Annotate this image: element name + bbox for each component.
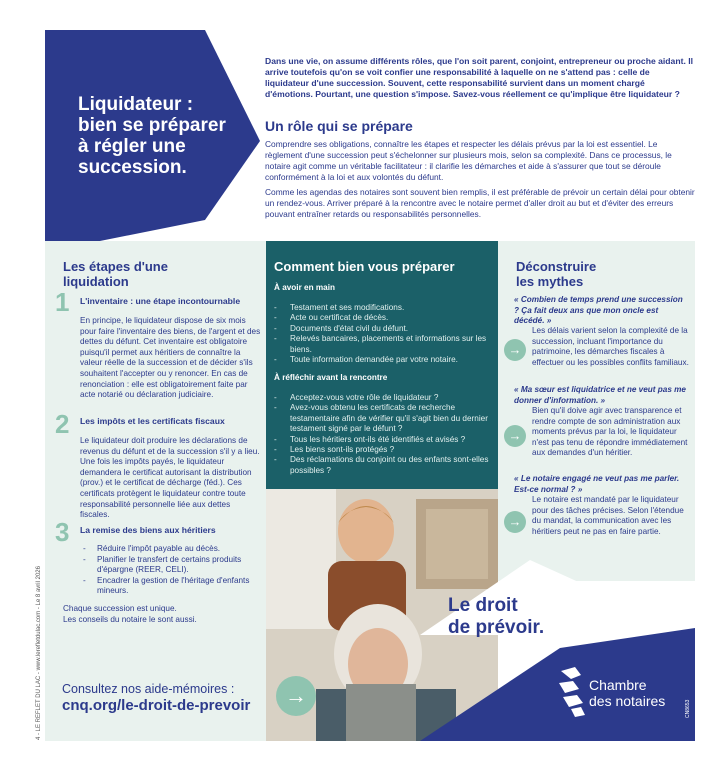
list-item: - Relevés bancaires, placements et informations sur les biens. xyxy=(274,334,494,355)
steps-heading: Les étapes d'une liquidation xyxy=(63,259,168,289)
list-item: - Documents d'état civil du défunt. xyxy=(274,324,494,334)
list-item: - Acte ou certificat de décès. xyxy=(274,313,494,323)
myth-question-1: « Combien de temps prend une succession ? Ça fait deux ans que mon oncle est décédé. » xyxy=(514,295,683,326)
list-item: - Acceptez-vous votre rôle de liquidateur ? xyxy=(274,393,494,403)
list-item: - Les biens sont-ils protégés ? xyxy=(274,445,494,455)
closing-text: Chaque succession est unique. Les conseils du notaire le sont aussi. xyxy=(63,604,197,624)
list-item: - Avez-vous obtenu les certificats de recherche testamentaire afin de vérifier qu'il s'agit bien du dernier testament signé par le défunt ? xyxy=(274,403,494,434)
step-number-3: 3 xyxy=(55,517,70,547)
chambre-notaires-logo-icon xyxy=(557,665,589,717)
list-item: - Planifier le transfert de certains produits d'épargne (REER, CELI). xyxy=(83,555,261,576)
step-text-2: Le liquidateur doit produire les déclarations de revenus du défunt et de la succession s'il y a lieu. Une fois les impôts payés, le liquidateur demandera le certificat autorisant la distribution (prov.) et le certificat de décharge (féd.). Ces certificats protègent le liquidateur contre toute responsabilité personnelle liée aux dettes fiscales. xyxy=(80,436,260,520)
ad-code: CN8653 xyxy=(685,699,691,718)
arrow-right-icon[interactable]: → xyxy=(276,676,316,716)
role-heading: Un rôle qui se prépare xyxy=(265,118,413,134)
role-paragraph-1: Comprendre ses obligations, connaître les étapes et respecter les délais prévus par la loi est essentiel. Le règlement d'une succession peut s'échelonner sur plusieurs mois, selon sa complexité. Dans ce processus, le notaire agit comme un véritable facilitateur : il clarifie les démarches et aide à s'assurer que tout se déroule conformément à la loi et aux volontés du défunt. xyxy=(265,139,672,182)
step-number-1: 1 xyxy=(55,287,70,317)
list-item: - Réduire l'impôt payable au décès. xyxy=(83,544,261,555)
prepare-list-2 xyxy=(274,393,494,476)
page-footer-credit: 4 - LE REFLET DU LAC - www.lerefletdulac.com - Le 8 avril 2026 xyxy=(36,566,42,740)
step-number-2: 2 xyxy=(55,409,70,439)
cta-label: Consultez nos aide-mémoires : xyxy=(62,682,235,696)
cta-link[interactable]: cnq.org/le-droit-de-prevoir xyxy=(62,697,251,714)
myth-question-2: « Ma sœur est liquidatrice et ne veut pas me donner d'information. » xyxy=(514,385,686,405)
prepare-list-1 xyxy=(274,303,494,365)
step-title-3: La remise des biens aux héritiers xyxy=(80,525,216,535)
myth-answer-1: Les délais varient selon la complexité de la succession, incluant l'importance du patrimoine, les démarches fiscales à effectuer ou les possibles conflits familiaux. xyxy=(532,326,689,367)
list-item: - Tous les héritiers ont-ils été identifiés et avisés ? xyxy=(274,435,494,445)
step-text-1: En principe, le liquidateur dispose de six mois pour faire l'inventaire des biens, de l'argent et des dettes du défunt. Cet inventaire est obligatoire puisqu'il permet aux héritiers de connaître la valeur réelle de la succession et de décider s'ils souhaitent l'accepter ou y renoncer. En cas de renonciation : elle est obligatoirement faite par acte notarié ou déclaration judiciaire. xyxy=(80,316,261,400)
intro-paragraph: Dans une vie, on assume différents rôles, que l'on soit parent, conjoint, entrepreneur ou proche aidant. Il arrive toutefois qu'on se voit confier une responsabilité à laquelle on ne s'attend pas : celle de liquidateur d'une succession. Souvent, cette responsabilité survient dans un moment chargé d'émotions. Pourtant, une question s'impose. Savez-vous réellement ce qu'implique être liquidateur ? xyxy=(265,56,693,99)
arrow-right-icon: → xyxy=(504,425,526,447)
step-title-1: L'inventaire : une étape incontournable xyxy=(80,296,241,306)
step-3-list xyxy=(83,544,261,597)
list-item: - Testament et ses modifications. xyxy=(274,303,494,313)
myth-answer-2: Bien qu'il doive agir avec transparence et rendre compte de son administration aux moments prévus par la loi, le liquidateur n'est pas tenu de répondre immédiatement aux demandes d'un héritier. xyxy=(532,406,688,458)
prepare-subheading-1: À avoir en main xyxy=(274,283,335,292)
arrow-right-icon: → xyxy=(504,511,526,533)
logo-wordmark: Chambre des notaires xyxy=(589,677,666,709)
prepare-subheading-2: À réfléchir avant la rencontre xyxy=(274,373,388,382)
myth-answer-3: Le notaire est mandaté par le liquidateur pour des tâches précises. Selon l'étendue du mandat, la communication avec les héritiers peut ne pas en faire partie. xyxy=(532,495,684,536)
step-title-2: Les impôts et les certificats fiscaux xyxy=(80,416,225,426)
slogan-text: Le droit de prévoir. xyxy=(448,595,545,638)
role-paragraph-2: Comme les agendas des notaires sont souvent bien remplis, il est préférable de prévoir un certain délai pour obtenir un rendez-vous. Arriver préparé à la rencontre avec le notaire permet d'aller droit au but et d'éviter des erreurs pouvant entraîner retards ou responsabilités personnelles. xyxy=(265,187,695,219)
list-item: - Encadrer la gestion de l'héritage d'enfants mineurs. xyxy=(83,576,261,597)
myth-question-3: « Le notaire engagé ne veut pas me parler. Est-ce normal ? » xyxy=(514,474,680,494)
page-title: Liquidateur : bien se préparer à régler une succession. xyxy=(78,94,226,178)
list-item: - Des réclamations du conjoint ou des enfants sont-elles possibles ? xyxy=(274,455,494,476)
arrow-right-icon: → xyxy=(504,339,526,361)
myths-heading: Déconstruire les mythes xyxy=(516,259,597,289)
myths-column xyxy=(498,241,695,581)
list-item: - Toute information demandée par votre notaire. xyxy=(274,355,494,365)
steps-column xyxy=(45,241,266,741)
prepare-panel xyxy=(266,241,498,489)
prepare-heading: Comment bien vous préparer xyxy=(274,259,455,274)
